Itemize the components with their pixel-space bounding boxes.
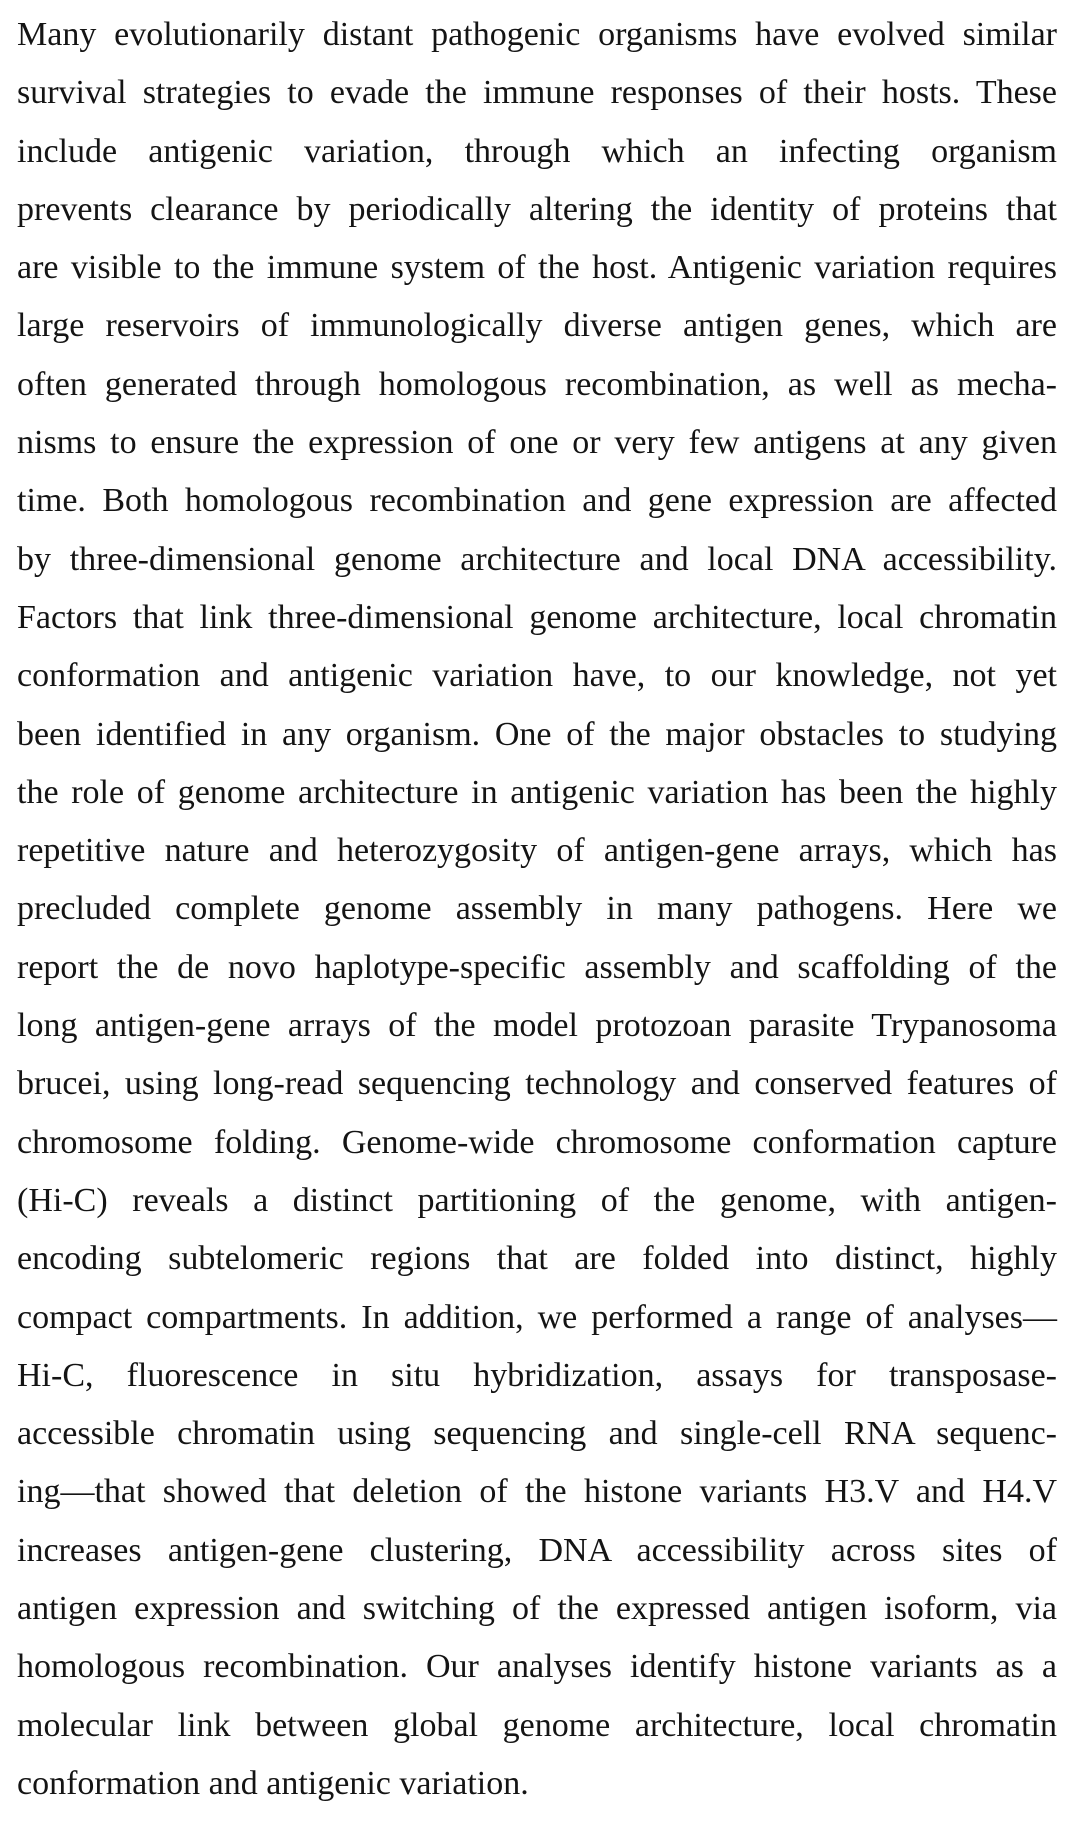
abstract-line: Hi-C, fluorescence in situ hybridization, assays for transposase- — [17, 1356, 1057, 1394]
abstract-line: include antigenic variation, through which an infecting organism — [17, 132, 1057, 170]
abstract-line: long antigen-gene arrays of the model protozoan parasite Trypanosoma — [17, 1007, 1057, 1045]
abstract-line: often generated through homologous recombination, as well as mecha- — [17, 365, 1057, 403]
abstract-line: prevents clearance by periodically altering the identity of proteins that — [17, 190, 1057, 228]
abstract-line: ing—that showed that deletion of the histone variants H3.V and H4.V — [17, 1473, 1057, 1511]
abstract-line: nisms to ensure the expression of one or very few antigens at any given — [17, 424, 1057, 462]
abstract-line: chromosome folding. Genome-wide chromosome conformation capture — [17, 1123, 1057, 1161]
abstract-line: large reservoirs of immunologically diverse antigen genes, which are — [17, 307, 1057, 345]
abstract-line: (Hi-C) reveals a distinct partitioning of the genome, with antigen- — [17, 1181, 1057, 1219]
abstract-line: increases antigen-gene clustering, DNA accessibility across sites of — [17, 1531, 1057, 1569]
abstract-line: by three-dimensional genome architecture and local DNA accessibility. — [17, 540, 1057, 578]
abstract-line: antigen expression and switching of the expressed antigen isoform, via — [17, 1590, 1057, 1628]
abstract-line: compact compartments. In addition, we performed a range of analyses— — [17, 1298, 1057, 1336]
abstract-text — [17, 14, 1057, 1821]
abstract-line: the role of genome architecture in antigenic variation has been the highly — [17, 773, 1057, 811]
abstract-line: conformation and antigenic variation. — [17, 1764, 529, 1802]
abstract-line: repetitive nature and heterozygosity of antigen-gene arrays, which has — [17, 832, 1057, 870]
abstract-line: accessible chromatin using sequencing and single-cell RNA sequenc- — [17, 1415, 1057, 1453]
abstract-line: Factors that link three-dimensional genome architecture, local chromatin — [17, 598, 1057, 636]
abstract-line: survival strategies to evade the immune responses of their hosts. These — [17, 74, 1057, 112]
abstract-line: homologous recombination. Our analyses identify histone variants as a — [17, 1648, 1057, 1686]
abstract-line: conformation and antigenic variation have, to our knowledge, not yet — [17, 657, 1057, 695]
abstract-line: brucei, using long-read sequencing technology and conserved features of — [17, 1065, 1057, 1103]
abstract-line: encoding subtelomeric regions that are folded into distinct, highly — [17, 1240, 1057, 1278]
abstract-line: time. Both homologous recombination and gene expression are affected — [17, 482, 1057, 520]
abstract-line: report the de novo haplotype-specific assembly and scaffolding of the — [17, 948, 1057, 986]
abstract-line: are visible to the immune system of the host. Antigenic variation requires — [17, 249, 1057, 287]
abstract-line: precluded complete genome assembly in many pathogens. Here we — [17, 890, 1057, 928]
abstract-line: been identified in any organism. One of the major obstacles to studying — [17, 715, 1057, 753]
abstract-line: molecular link between global genome architecture, local chromatin — [17, 1706, 1057, 1744]
abstract-line: Many evolutionarily distant pathogenic organisms have evolved similar — [17, 16, 1057, 53]
